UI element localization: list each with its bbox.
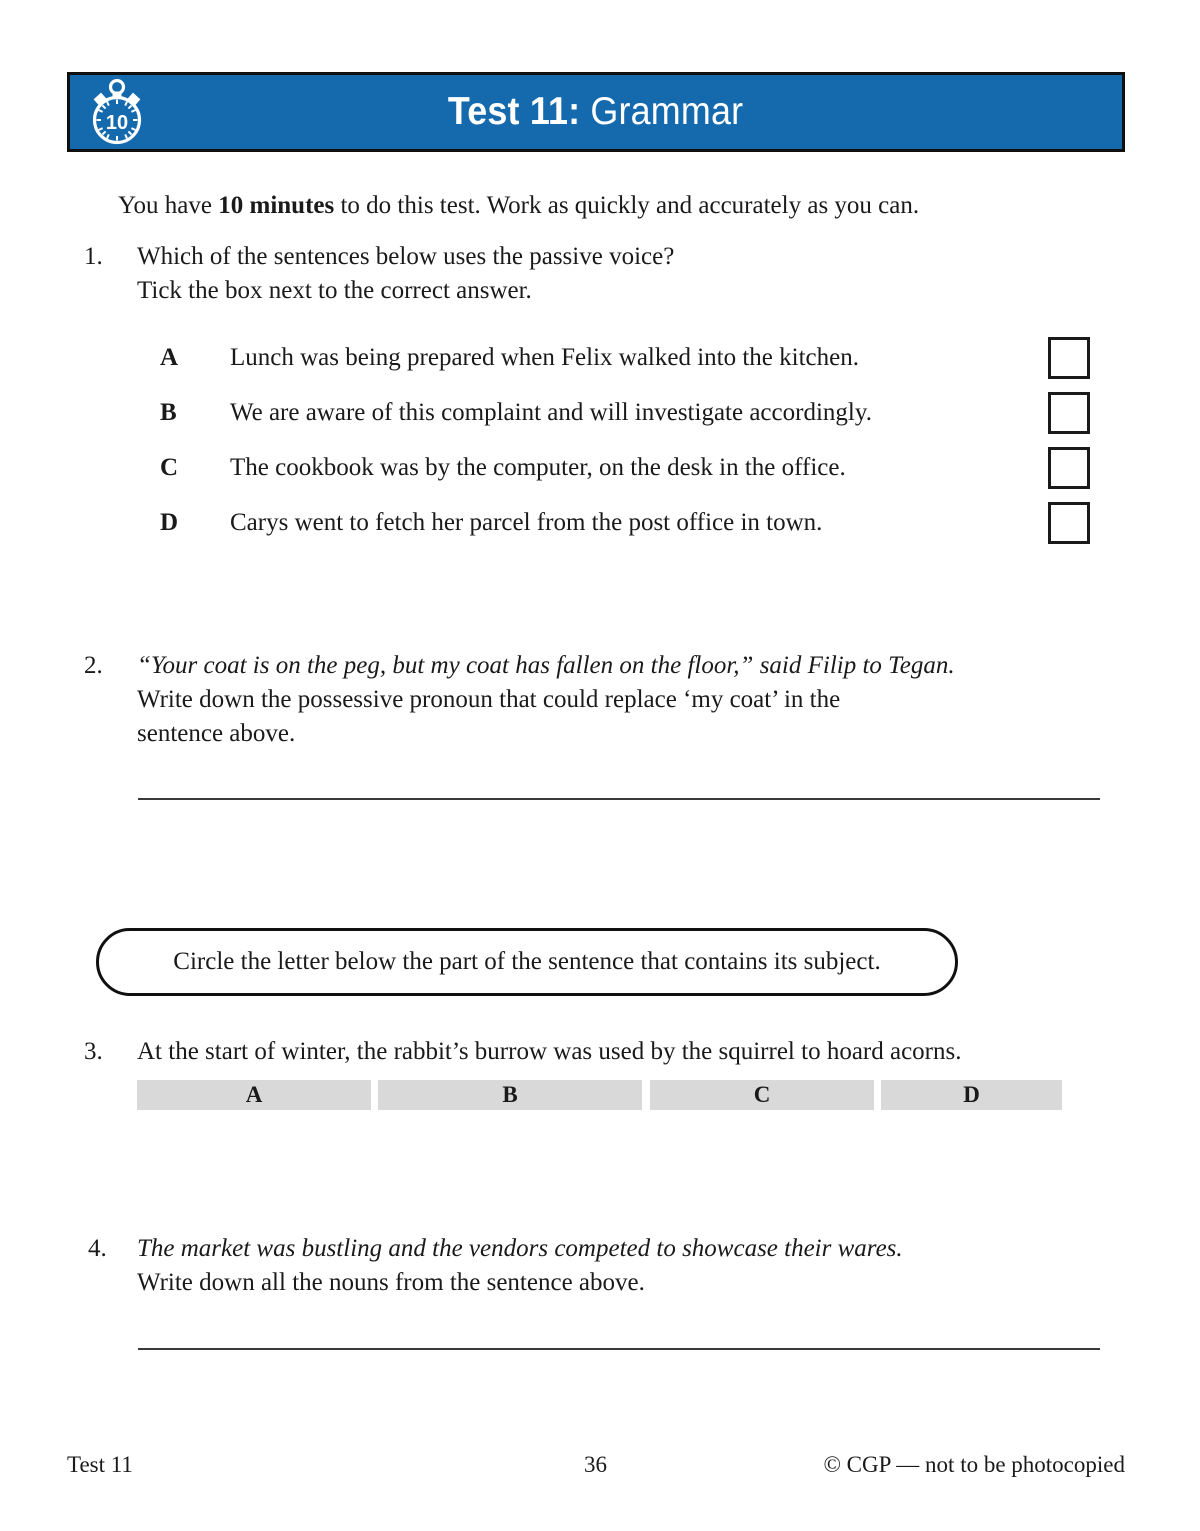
page-title [448,90,743,134]
option-checkbox-b[interactable] [1048,392,1090,434]
option-text-c: The cookbook was by the computer, on the desk in the office. [230,453,846,481]
page-title-test: Test 11: [448,90,581,133]
question-1-line-1: Which of the sentences below uses the passive voice? [137,243,675,270]
question-4-line-2: Write down all the nouns from the sentence above. [137,1269,645,1296]
question-4-text [137,1232,1067,1300]
question-2-number: 2. [84,652,103,679]
stopwatch-icon [86,79,148,145]
footer-test-label: Test 11 [67,1452,133,1477]
question-1-number: 1. [84,243,103,270]
segment-option-a[interactable] [137,1080,371,1110]
intro-after: to do this test. Work as quickly and accurately as you can. [334,192,920,219]
segment-label-d: D [963,1082,980,1107]
option-checkbox-c[interactable] [1048,447,1090,489]
question-4-answer-line[interactable] [138,1348,1100,1350]
option-row-d [160,495,1090,550]
footer-copyright: © CGP — not to be photocopied [823,1452,1125,1477]
option-checkbox-d[interactable] [1048,502,1090,544]
question-3-text: At the start of winter, the rabbit’s burrow was used by the squirrel to hoard acorns. [137,1038,962,1065]
instruction-callout [96,928,958,996]
option-text-b: We are aware of this complaint and will investigate accordingly. [230,398,872,426]
page-title-subject: Grammar [580,90,744,133]
test-header-banner [67,72,1125,152]
footer-page-number: 36 [584,1452,607,1477]
option-text-a: Lunch was being prepared when Felix walked into the kitchen. [230,343,859,371]
question-2-answer-line[interactable] [138,798,1100,800]
option-letter-a: A [160,343,179,371]
question-2-quote: “Your coat is on the peg, but my coat has fallen on the floor,” said Filip to Tegan. [137,652,955,679]
question-3-number: 3. [84,1038,103,1065]
option-checkbox-a[interactable] [1048,337,1090,379]
question-1-line-2: Tick the box next to the correct answer. [137,277,532,304]
test-instructions [118,192,919,220]
question-2-line-3: sentence above. [137,720,296,747]
segment-label-a: A [245,1082,263,1107]
stopwatch-minutes-label: 10 [105,112,129,134]
intro-before: You have [118,192,219,219]
option-letter-c: C [160,453,179,481]
question-1-text [137,240,1037,308]
segment-option-c[interactable] [650,1080,874,1110]
option-row-a [160,330,1090,385]
intro-duration: 10 minutes [218,192,335,219]
instruction-callout-text: Circle the letter below the part of the sentence that contains its subject. [173,948,881,975]
question-4-number: 4. [88,1235,107,1262]
question-1-options [160,330,1090,550]
question-2-text [137,649,1077,751]
segment-option-d[interactable] [881,1080,1062,1110]
segment-option-b[interactable] [378,1080,642,1110]
option-letter-d: D [160,508,179,536]
segment-label-c: C [753,1082,771,1107]
option-row-c [160,440,1090,495]
option-text-d: Carys went to fetch her parcel from the post office in town. [230,508,823,536]
question-4-quote: The market was bustling and the vendors competed to showcase their wares. [137,1235,903,1262]
question-3-segment-strip [137,1080,1062,1110]
option-letter-b: B [160,398,177,426]
option-row-b [160,385,1090,440]
question-2-line-2: Write down the possessive pronoun that could replace ‘my coat’ in the [137,686,841,713]
segment-label-b: B [502,1082,518,1107]
